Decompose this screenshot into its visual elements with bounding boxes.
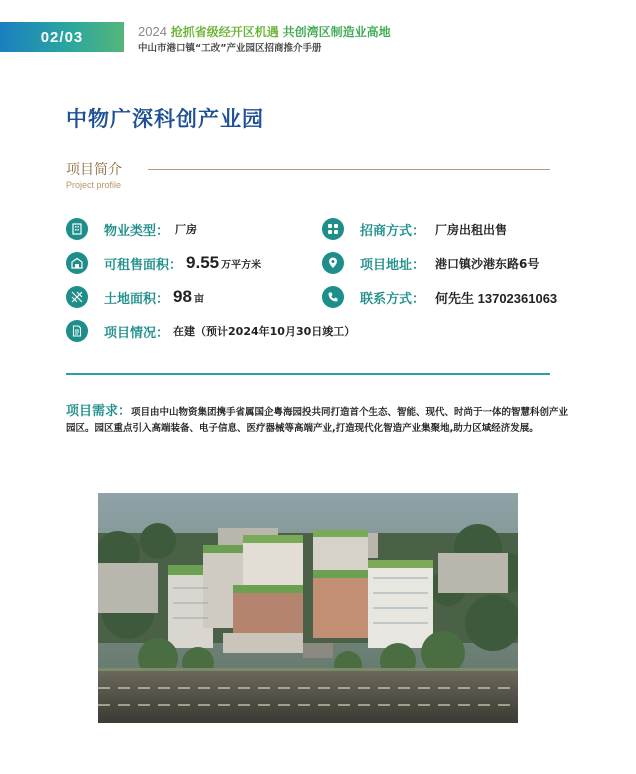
status-label: 项目情况： <box>104 325 170 341</box>
rent-area-unit: 万平方米 <box>221 259 262 271</box>
park-rendering-image <box>98 493 518 723</box>
slogan-part-1: 抢抓省级经开区机遇 <box>170 25 279 39</box>
section-subtitle: Project profile <box>66 180 122 190</box>
property-type-row <box>66 218 197 240</box>
contact-label: 联系方式： <box>360 291 426 307</box>
rent-area-row <box>66 252 261 274</box>
address-row <box>322 252 539 274</box>
address-value: 港口镇沙港东路6号 <box>435 256 540 271</box>
grid-icon <box>322 218 344 240</box>
method-value: 厂房出租出售 <box>435 222 508 237</box>
land-area-value: 98 <box>173 287 192 306</box>
method-label: 招商方式： <box>360 223 426 239</box>
document-icon <box>66 320 88 342</box>
address-label: 项目地址： <box>360 257 426 273</box>
land-icon <box>66 286 88 308</box>
building-icon <box>66 218 88 240</box>
page-number-tab <box>0 22 124 52</box>
page-number: 02/03 <box>40 28 84 46</box>
park-title: 中物广深科创产业园 <box>66 107 264 131</box>
phone-icon <box>322 286 344 308</box>
rent-area-value: 9.55 <box>186 253 220 272</box>
contact-row <box>322 286 557 308</box>
rent-area-label: 可租售面积： <box>104 257 183 273</box>
method-row <box>322 218 507 240</box>
land-area-unit: 亩 <box>193 293 204 305</box>
section-title: 项目简介 <box>66 162 122 178</box>
land-area-label: 土地面积： <box>104 291 170 307</box>
location-pin-icon <box>322 252 344 274</box>
status-row <box>66 320 355 342</box>
property-type-value: 厂房 <box>175 223 198 236</box>
section-divider <box>148 169 550 170</box>
slogan-part-2: 共创湾区制造业高地 <box>282 25 391 39</box>
status-value: 在建（预计2024年10月30日竣工） <box>173 325 356 338</box>
warehouse-icon <box>66 252 88 274</box>
contact-value: 何先生 13702361063 <box>435 290 558 306</box>
header-slogan <box>138 23 391 40</box>
property-type-label: 物业类型： <box>104 223 170 239</box>
header-subtitle: 中山市港口镇“工改”产业园区招商推介手册 <box>138 43 322 54</box>
info-divider <box>66 373 550 375</box>
header-year: 2024 <box>138 24 167 39</box>
demand-label: 项目需求： <box>66 404 132 419</box>
project-demand <box>66 404 572 437</box>
land-area-row <box>66 286 204 308</box>
demand-text: 项目由中山物资集团携手省属国企粤海园投共同打造首个生态、智能、现代、时尚于一体的智慧科创产业园区。园区重点引入高端装备、电子信息、医疗器械等高端产业,打造现代化智造产业集聚地,助力区域经济发展。 <box>66 407 569 434</box>
